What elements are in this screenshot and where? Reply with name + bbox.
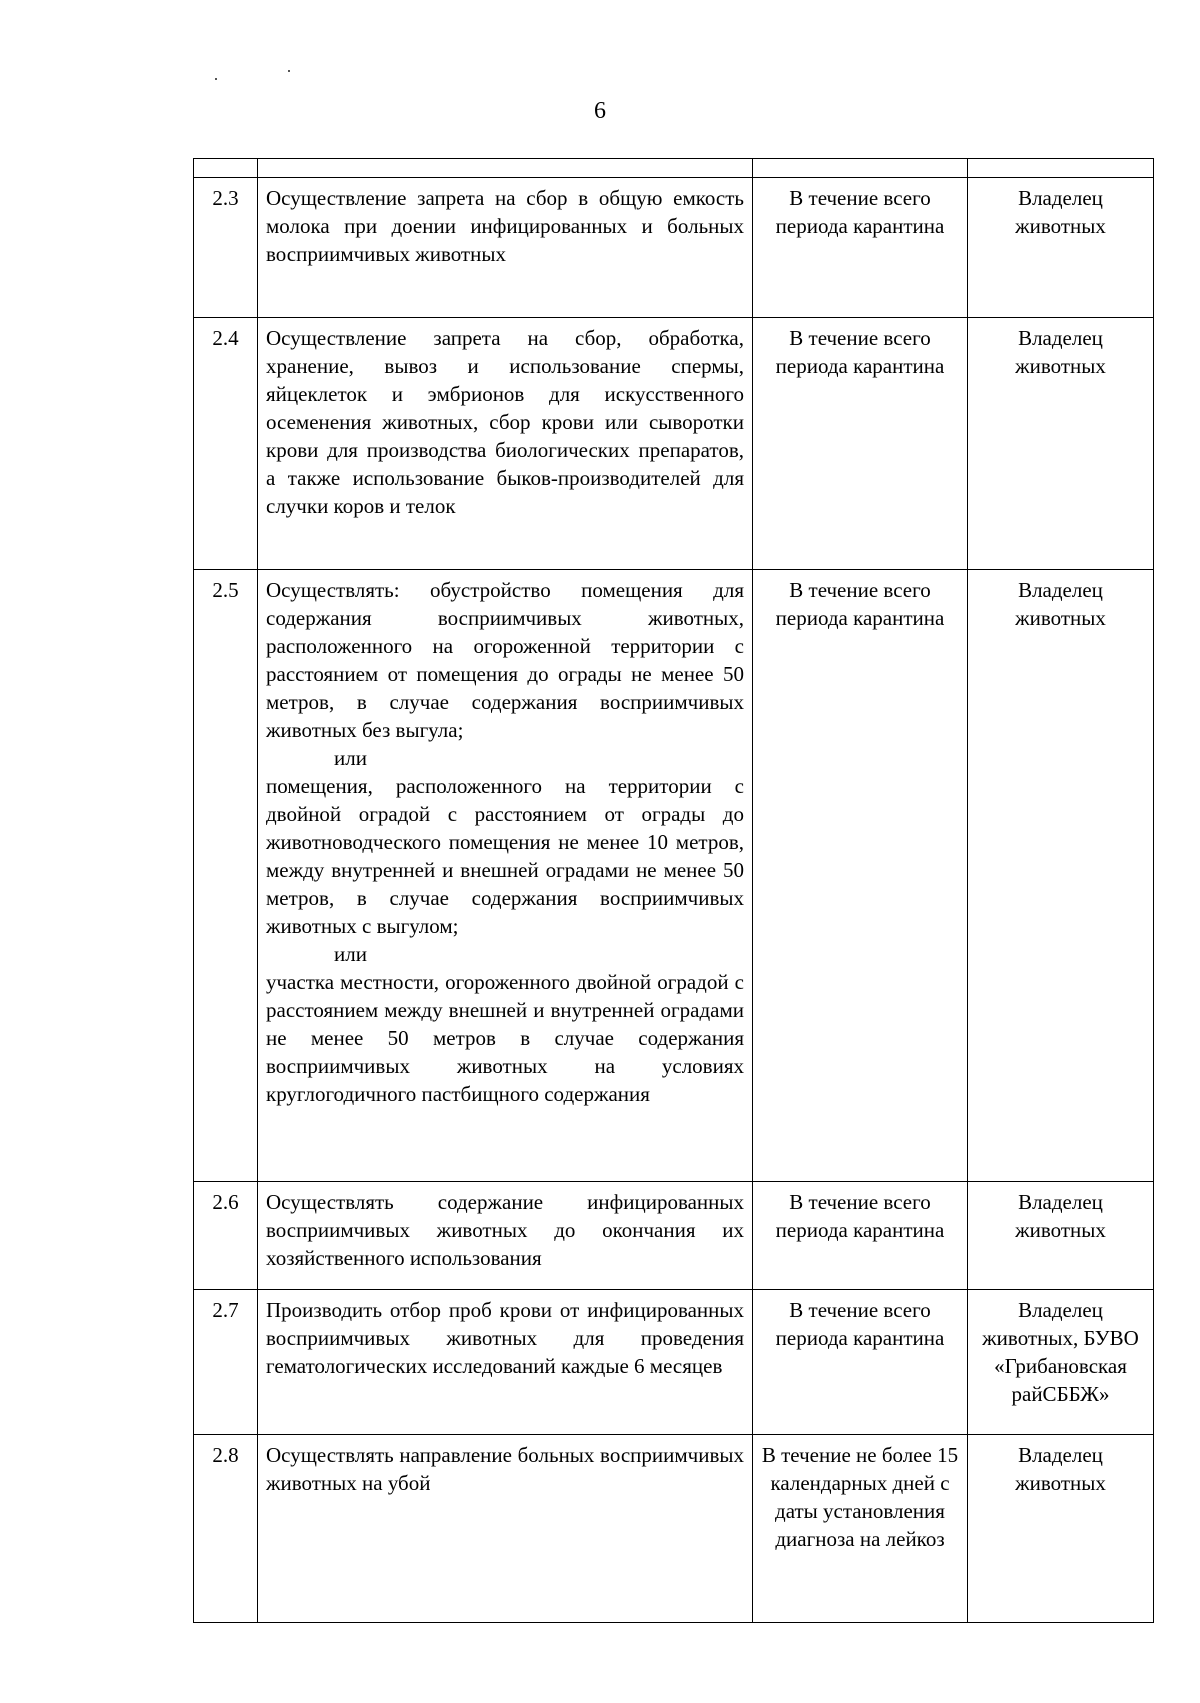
header-cell — [968, 159, 1154, 178]
table-header-row — [194, 159, 1154, 178]
table-row — [194, 1435, 1154, 1623]
description-text: помещения, расположенного на территории с двойной оградой с расстоянием от ограды до животноводческого помещения не менее 10 метров, между внутренней и внешней оградами не менее 50 метров, в случае содержания восприимчивых животных с выгулом; — [266, 774, 744, 938]
row-responsible: Владелец животных — [968, 570, 1154, 1182]
table-row — [194, 1182, 1154, 1290]
row-term: В течение всего периода карантина — [753, 570, 968, 1182]
row-responsible: Владелец животных — [968, 318, 1154, 570]
row-responsible: Владелец животных, БУВО «Грибановская райСББЖ» — [968, 1290, 1154, 1435]
row-term: В течение всего периода карантина — [753, 318, 968, 570]
scan-speck — [215, 78, 217, 80]
description-text: Осуществлять: обустройство помещения для содержания восприимчивых животных, расположенного на огороженной территории с расстоянием от помещения до ограды не менее 50 метров, в случае содержания восприимчивых животных без выгула; — [266, 578, 744, 742]
row-responsible: Владелец животных — [968, 1182, 1154, 1290]
description-text: Осуществление запрета на сбор, обработка, хранение, вывоз и использование спермы, яйцеклеток и эмбрионов для искусственного осеменения животных, сбор крови или сыворотки крови для производства биологических препаратов, а также использование быков-производителей для случки коров и телок — [266, 326, 744, 518]
row-number: 2.6 — [194, 1182, 258, 1290]
header-cell — [258, 159, 753, 178]
row-number: 2.3 — [194, 178, 258, 318]
row-term: В течение не более 15 календарных дней с даты установления диагноза на лейкоз — [753, 1435, 968, 1623]
header-cell — [753, 159, 968, 178]
description-text: Осуществлять содержание инфицированных восприимчивых животных до окончания их хозяйственного использования — [266, 1190, 744, 1270]
row-number: 2.7 — [194, 1290, 258, 1435]
row-description — [258, 1290, 753, 1435]
row-number: 2.8 — [194, 1435, 258, 1623]
row-term: В течение всего периода карантина — [753, 1182, 968, 1290]
description-text: Осуществлять направление больных восприимчивых животных на убой — [266, 1443, 744, 1495]
row-term: В течение всего периода карантина — [753, 178, 968, 318]
measures-table — [193, 158, 1154, 1623]
row-description — [258, 1435, 753, 1623]
row-description — [258, 570, 753, 1182]
row-description — [258, 318, 753, 570]
table-row — [194, 1290, 1154, 1435]
row-number: 2.5 — [194, 570, 258, 1182]
row-term: В течение всего периода карантина — [753, 1290, 968, 1435]
row-number: 2.4 — [194, 318, 258, 570]
row-responsible: Владелец животных — [968, 1435, 1154, 1623]
description-or: или — [334, 942, 367, 966]
row-description — [258, 178, 753, 318]
table-row — [194, 178, 1154, 318]
description-or: или — [334, 746, 367, 770]
table-row — [194, 570, 1154, 1182]
description-text: Производить отбор проб крови от инфицированных восприимчивых животных для проведения гематологических исследований каждые 6 месяцев — [266, 1298, 744, 1378]
table-row — [194, 318, 1154, 570]
row-responsible: Владелец животных — [968, 178, 1154, 318]
description-text: участка местности, огороженного двойной оградой с расстоянием между внешней и внутренней оградами не менее 50 метров в случае содержания восприимчивых животных на условиях круглогодичного пастбищного содержания — [266, 970, 744, 1106]
header-cell — [194, 159, 258, 178]
row-description — [258, 1182, 753, 1290]
scan-speck — [288, 70, 290, 72]
description-text: Осуществление запрета на сбор в общую емкость молока при доении инфицированных и больных восприимчивых животных — [266, 186, 744, 266]
page-number: 6 — [594, 98, 606, 124]
